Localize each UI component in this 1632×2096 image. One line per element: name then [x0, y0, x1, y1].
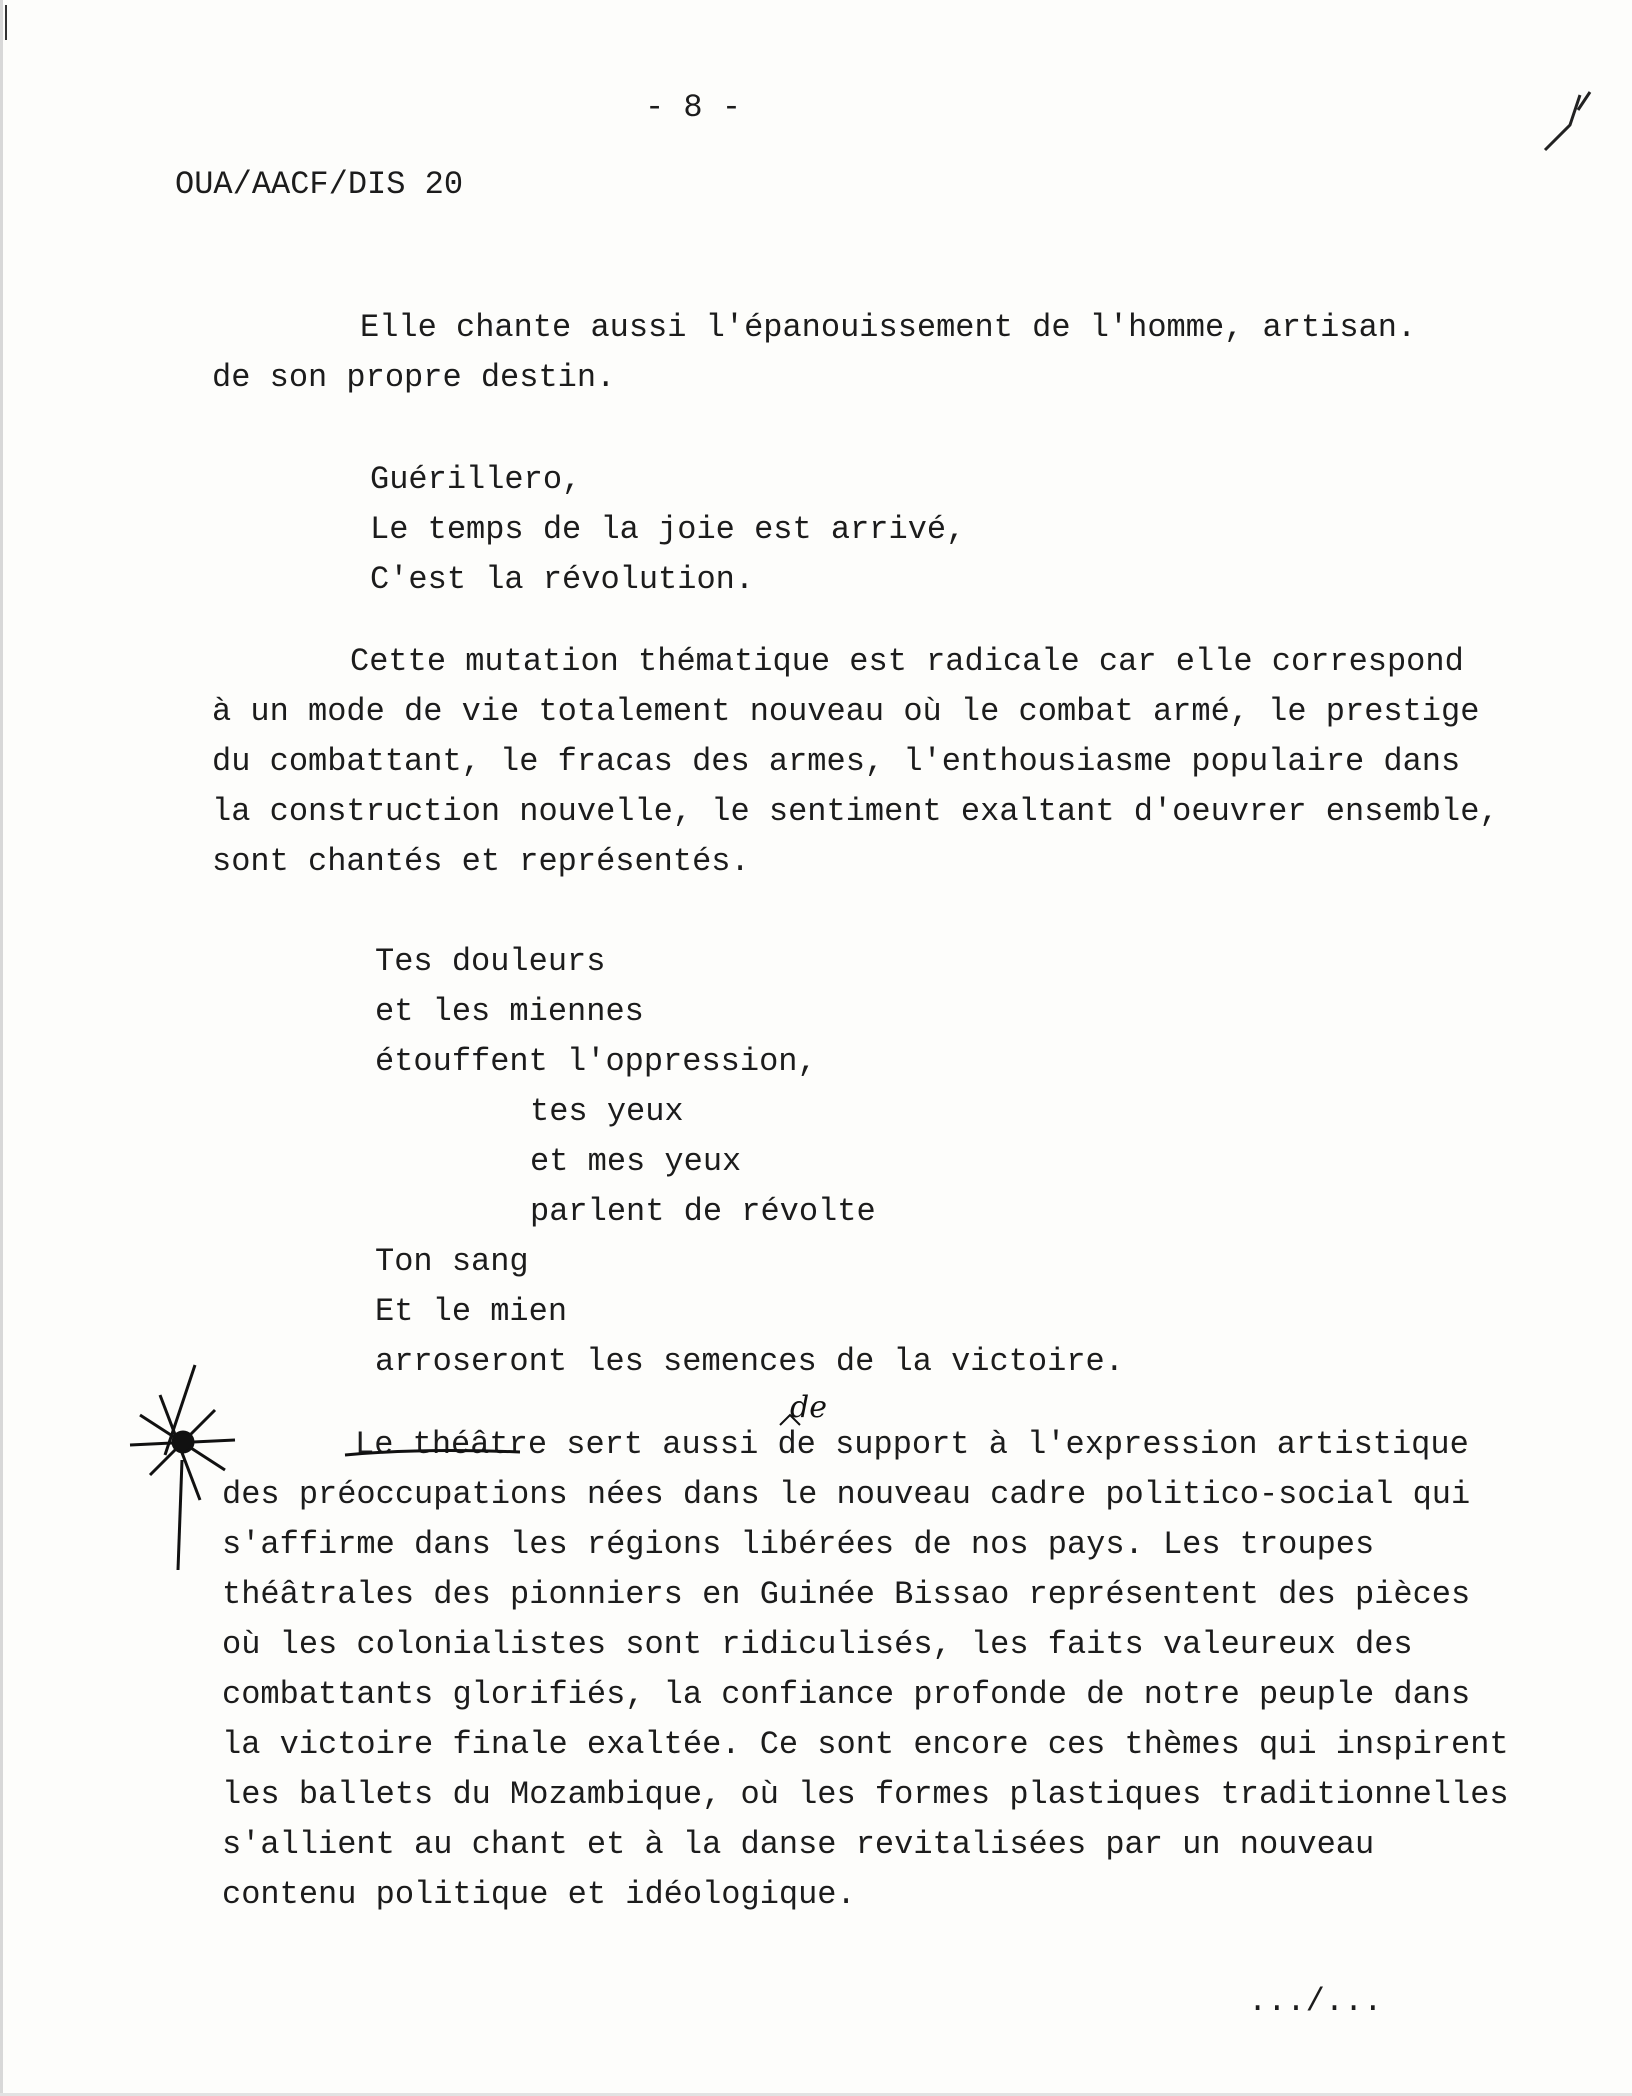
poem-2-line: et les miennes — [375, 993, 644, 1030]
poem-2-line: Tes douleurs — [375, 943, 606, 980]
continuation-marker: .../... — [1248, 1983, 1383, 2020]
poem-2-line: Ton sang — [375, 1243, 529, 1280]
corner-tick-mark — [1545, 92, 1590, 150]
paragraph-3-line: la victoire finale exaltée. Ce sont encore ces thèmes qui inspirent — [222, 1726, 1509, 1763]
poem-2-line: Et le mien — [375, 1293, 568, 1330]
paragraph-3-line: Le théâtre sert aussi de support à l'expression artistique — [355, 1426, 1469, 1463]
paragraph-1-line: de son propre destin. — [212, 359, 616, 396]
poem-2-line: parlent de révolte — [530, 1193, 876, 1230]
paragraph-3-line: s'affirme dans les régions libérées de nos pays. Les troupes — [222, 1526, 1375, 1563]
handwritten-insertion: de — [790, 1390, 827, 1425]
paragraph-3-line: où les colonialistes sont ridiculisés, les faits valeureux des — [222, 1626, 1413, 1663]
paragraph-2-line: la construction nouvelle, le sentiment exaltant d'oeuvrer ensemble, — [212, 793, 1499, 830]
paragraph-3-line: théâtrales des pionniers en Guinée Bissao représentent des pièces — [222, 1576, 1471, 1613]
poem-1-line: Le temps de la joie est arrivé, — [370, 511, 966, 548]
paragraph-3-line: des préoccupations nées dans le nouveau cadre politico-social qui — [222, 1476, 1471, 1513]
page-number: - 8 - — [645, 89, 742, 126]
paragraph-3-line: s'allient au chant et à la danse revitalisées par un nouveau — [222, 1826, 1375, 1863]
poem-2-line: tes yeux — [530, 1093, 684, 1130]
poem-1-line: C'est la révolution. — [370, 561, 755, 598]
paragraph-2-line: Cette mutation thématique est radicale car elle correspond — [350, 643, 1464, 680]
underline-mark — [345, 1451, 520, 1455]
poem-2-line: étouffent l'oppression, — [375, 1043, 817, 1080]
paragraph-3-line: combattants glorifiés, la confiance profonde de notre peuple dans — [222, 1676, 1471, 1713]
paragraph-3-line: contenu politique et idéologique. — [222, 1876, 856, 1913]
paragraph-3-line: les ballets du Mozambique, où les formes plastiques traditionnelles — [222, 1776, 1509, 1813]
poem-1-line: Guérillero, — [370, 461, 582, 498]
paragraph-2-line: à un mode de vie totalement nouveau où le combat armé, le prestige — [212, 693, 1480, 730]
poem-2-line: et mes yeux — [530, 1143, 742, 1180]
paragraph-2-line: sont chantés et représentés. — [212, 843, 750, 880]
caret-mark — [780, 1415, 800, 1425]
poem-2-line: arroseront les semences de la victoire. — [375, 1343, 1124, 1380]
paragraph-1-line: Elle chante aussi l'épanouissement de l'homme, artisan. — [360, 309, 1417, 346]
paragraph-2-line: du combattant, le fracas des armes, l'enthousiasme populaire dans — [212, 743, 1461, 780]
document-reference: OUA/AACF/DIS 20 — [175, 166, 464, 203]
margin-asterisk-mark — [130, 1365, 235, 1570]
